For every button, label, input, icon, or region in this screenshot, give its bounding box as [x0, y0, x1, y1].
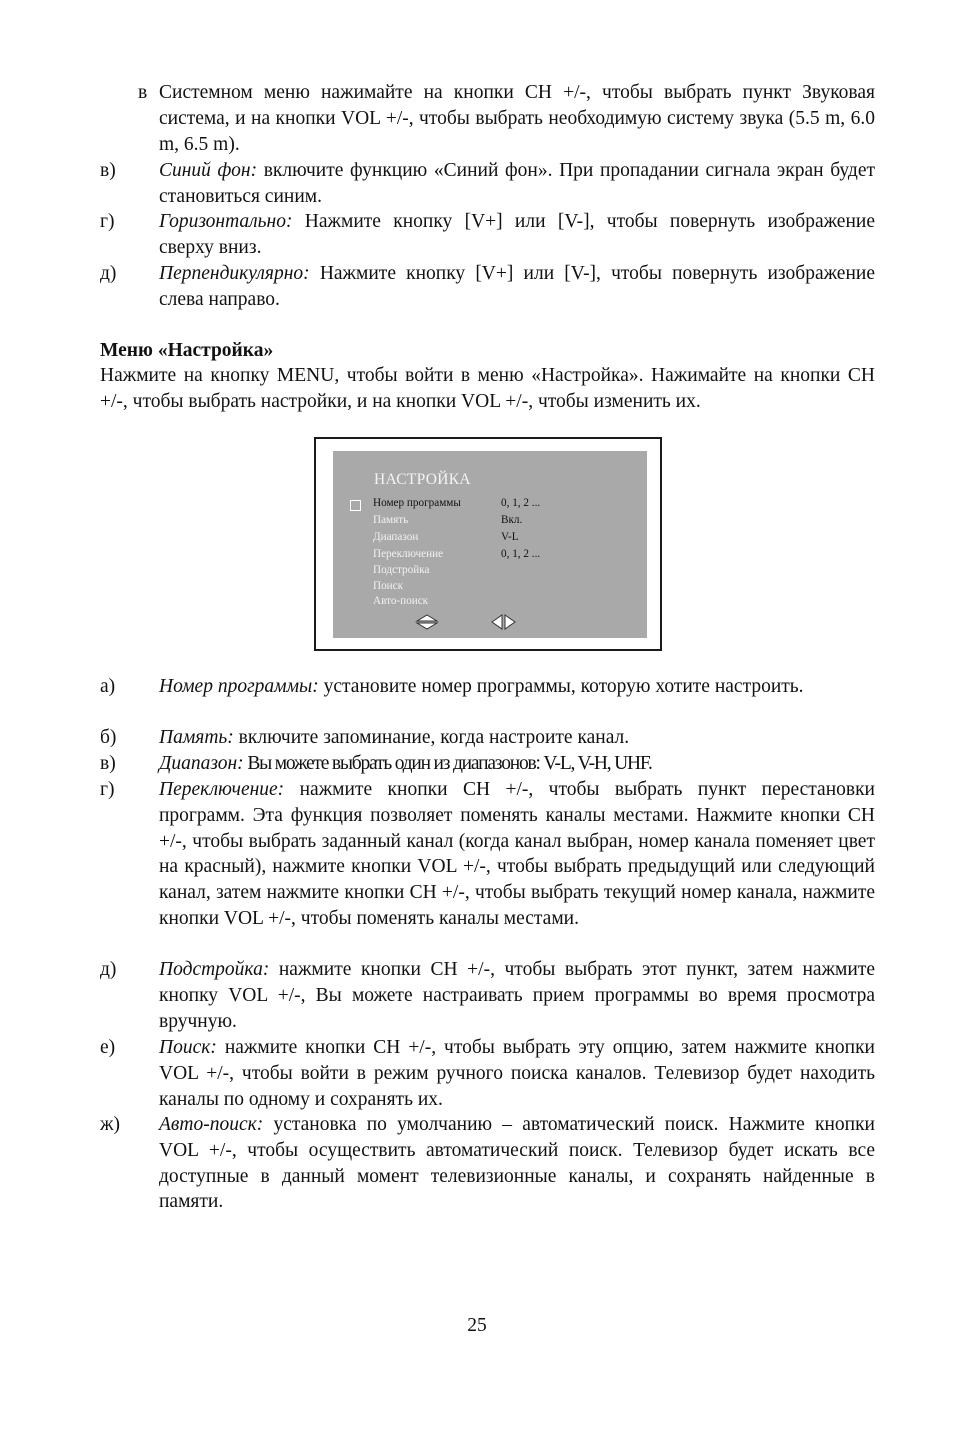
item-text: Системном меню нажимайте на кнопки CH +/-, чтобы выбрать пункт Звуковая система, и на кнопки VOL +/-, чтобы выбрать необходимую систему звука (5.5 m, 6.0 m, 6.5 m). — [159, 82, 875, 155]
item-term: Диапазон: — [159, 753, 244, 774]
page-number: 25 — [467, 1315, 487, 1336]
list-item-memory — [100, 725, 875, 751]
tv-menu-value-program-number: 0, 1, 2 ... — [501, 497, 541, 509]
left-right-arrows-icon — [491, 614, 517, 630]
list-item-blue-background — [100, 158, 875, 210]
item-term: Память: — [159, 727, 234, 748]
tv-menu-title: НАСТРОЙКА — [374, 471, 471, 488]
list-marker: е) — [100, 1037, 116, 1058]
tv-menu-value-memory: Вкл. — [501, 514, 523, 526]
list-item-horizontal — [100, 209, 875, 261]
item-term: Перпендикулярно: — [159, 263, 310, 284]
item-term: Поиск: — [159, 1037, 217, 1058]
tv-menu-row-memory: Память — [373, 514, 409, 526]
item-text: включите запоминание, когда настроите канал. — [233, 727, 630, 748]
list-item-search — [100, 1035, 875, 1112]
tv-menu-screen — [333, 451, 647, 638]
item-text: Нажмите кнопку [V+] или [V-], чтобы повернуть изображение слева направо. — [159, 263, 875, 310]
list-marker: в — [138, 82, 148, 103]
item-text: установите номер программы, которую хотите настроить. — [318, 676, 804, 697]
tv-menu-row-swap: Переключение — [373, 548, 444, 560]
section-heading: Меню «Настройка» — [100, 340, 274, 361]
tv-menu-row-auto-search: Авто-поиск — [373, 595, 429, 607]
list-item-band — [100, 751, 875, 777]
item-text: нажмите кнопки CH +/-, чтобы выбрать эту опцию, затем нажмите кнопки VOL +/-, чтобы войти в режим ручного поиска каналов. Телевизор будет находить каналы по одному и сохранять их. — [159, 1037, 875, 1110]
item-term: Синий фон: — [159, 160, 258, 181]
item-term: Переключение: — [159, 779, 285, 800]
list-marker: в) — [100, 753, 116, 774]
list-marker: д) — [100, 263, 117, 284]
list-marker: ж) — [100, 1114, 120, 1135]
item-term: Горизонтально: — [159, 211, 293, 232]
list-marker: г) — [100, 779, 115, 800]
item-text: нажмите кнопки CH +/-, чтобы выбрать этот пункт, затем нажмите кнопку VOL +/-, Вы можете настраивать прием программы во время просмотра вручную. — [159, 959, 875, 1032]
list-marker: д) — [100, 959, 117, 980]
item-text: включите функцию «Синий фон». При пропадании сигнала экран будет становиться синим. — [159, 160, 876, 207]
tv-menu-value-band: V-L — [501, 531, 519, 543]
item-term: Авто-поиск: — [159, 1114, 264, 1135]
tv-menu-row-search: Поиск — [373, 580, 404, 592]
list-item-swap — [100, 777, 875, 932]
list-item-sound-system — [100, 80, 875, 157]
item-term: Номер программы: — [159, 676, 319, 697]
tv-menu-row-band: Диапазон — [373, 531, 419, 543]
list-marker: г) — [100, 211, 115, 232]
list-item-fine-tune — [100, 957, 875, 1034]
item-text: установка по умолчанию – автоматический поиск. Нажмите кнопки VOL +/-, чтобы осуществить автоматический поиск. Телевизор будет искать все доступные в данный момент телевизионные каналы, и сохранять найденные в памяти. — [159, 1114, 875, 1213]
list-marker: в) — [100, 160, 116, 181]
up-down-arrows-icon — [415, 614, 439, 630]
tv-menu-value-swap: 0, 1, 2 ... — [501, 548, 541, 560]
tv-menu-row-program-number: Номер программы — [373, 497, 461, 509]
list-item-auto-search — [100, 1112, 875, 1215]
list-item-perpendicular — [100, 261, 875, 313]
item-text: Вы можете выбрать один из диапазонов: V-L, V-H, UHF. — [243, 753, 652, 774]
selection-box-icon — [350, 500, 361, 511]
list-marker: б) — [100, 727, 117, 748]
list-item-program-number — [100, 674, 875, 700]
list-marker: а) — [100, 676, 116, 697]
item-text: Нажмите кнопку [V+] или [V-], чтобы повернуть изображение сверху вниз. — [159, 211, 875, 258]
section-intro: Нажмите на кнопку MENU, чтобы войти в меню «Настройка». Нажимайте на кнопки CH +/-, чтобы выбрать настройки, и на кнопки VOL +/-, чтобы изменить их. — [100, 365, 875, 412]
tv-menu-figure — [314, 437, 662, 651]
item-term: Подстройка: — [159, 959, 270, 980]
item-text: нажмите кнопки CH +/-, чтобы выбрать пункт перестановки программ. Эта функция позволяет поменять каналы местами. Нажмите кнопки CH +/-, чтобы выбрать заданный канал (когда канал выбран, номер канала поменяет цвет на красный), нажмите кнопки VOL +/-, чтобы выбрать предыдущий или следующий канал, затем нажмите кнопки CH +/-, чтобы выбрать текущий номер канала, нажмите кнопки VOL +/-, чтобы поменять каналы местами. — [159, 779, 875, 929]
tv-menu-row-fine-tune: Подстройка — [373, 564, 430, 576]
